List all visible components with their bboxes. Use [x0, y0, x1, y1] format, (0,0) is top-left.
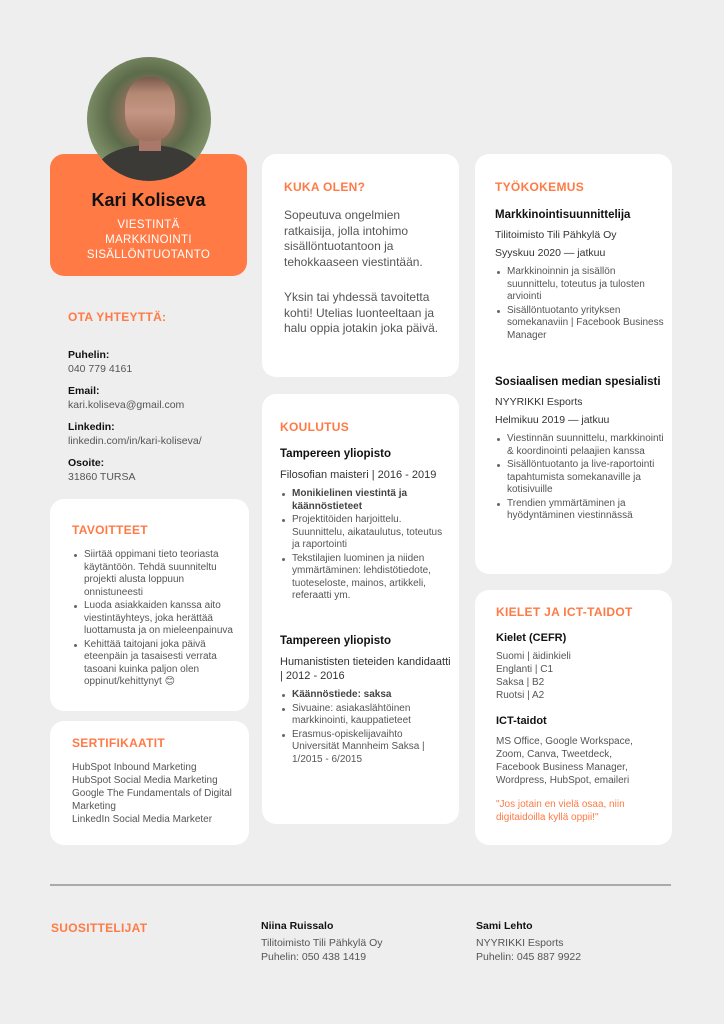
list-item: Englanti | C1 [496, 664, 554, 675]
list-item: Käännöstiede: saksa [280, 689, 452, 702]
education-school: Tampereen yliopisto [280, 635, 391, 647]
list-item: LinkedIn Social Media Marketer [72, 814, 213, 825]
list-item: Trendien ymmärtäminen ja hyödyntäminen viestinnässä [495, 498, 667, 523]
job-bullets [495, 266, 667, 342]
role-1: VIESTINTÄ [117, 219, 180, 231]
job-period: Helmikuu 2019 — jatkuu [495, 413, 610, 426]
certificates-card [50, 721, 249, 845]
list-item: Erasmus-opiskelijavaihto Universität Mannheim Saksa | 1/2015 - 6/2015 [280, 729, 452, 767]
email-value[interactable]: kari.koliseva@gmail.com [68, 399, 185, 411]
job-title: Markkinointisuunnittelija [495, 209, 631, 221]
list-item: Google The Fundamentals of Digital Marketing [72, 788, 232, 812]
list-item: Facebook Business Manager, [496, 762, 628, 773]
education-card [262, 394, 459, 824]
education-school: Tampereen yliopisto [280, 448, 391, 460]
list-item: Luoda asiakkaiden kanssa aito viestintäyhteys, joka herättää luottamusta ja on mieleenpainuva [72, 600, 242, 638]
skills-card [475, 590, 672, 845]
profile-photo [87, 57, 211, 181]
divider [50, 884, 671, 886]
list-item: Wordpress, HubSpot, emaileri [496, 775, 630, 786]
list-item: Tekstilajien luominen ja niiden ymmärtäminen: lehdistötiedote, tuoteseloste, mainos, artikkeli, referaatti ym. [280, 553, 452, 603]
reference-1 [261, 920, 383, 964]
list-item: Saksa | B2 [496, 677, 545, 688]
list-item: Projektitöiden harjoittelu. Suunnittelu, aikataulutus, toteutus ja raportointi [280, 514, 452, 552]
education-entry-1 [280, 448, 452, 604]
education-degree: Humanististen tieteiden kandidaatti | 2012 - 2016 [280, 656, 451, 682]
languages-list [496, 650, 661, 702]
reference-2 [476, 920, 581, 964]
education-title: KOULUTUS [280, 420, 350, 434]
list-item: Sisällöntuotanto yrityksen somekanaviin | Facebook Business Manager [495, 305, 667, 343]
list-item: Sisällöntuotanto ja live-raportointi tapahtumista somekanaville ja kotisivuille [495, 459, 667, 497]
work-card [475, 154, 672, 574]
languages-block [496, 632, 661, 702]
phone-value[interactable]: 040 779 4161 [68, 363, 133, 375]
job-period: Syyskuu 2020 — jatkuu [495, 246, 606, 259]
reference-phone[interactable]: Puhelin: 050 438 1419 [261, 951, 367, 963]
role-2: MARKKINOINTI [105, 234, 192, 246]
list-item: Sivuaine: asiakaslähtöinen markkinointi, kauppatieteet [280, 703, 452, 728]
list-item: Suomi | äidinkieli [496, 651, 571, 662]
reference-company: Tilitoimisto Tili Pähkylä Oy [261, 937, 383, 949]
list-item: MS Office, Google Workspace, [496, 736, 633, 747]
job-entry-2 [495, 376, 667, 524]
list-item: HubSpot Inbound Marketing [72, 762, 197, 773]
ict-title: ICT-taidot [496, 715, 547, 727]
education-entry-2 [280, 635, 452, 767]
education-bullets [280, 488, 452, 603]
phone-label: Puhelin: [68, 349, 110, 361]
work-title: TYÖKOKEMUS [495, 180, 585, 194]
job-company: NYYRIKKI Esports [495, 396, 583, 408]
photo-face [125, 77, 175, 141]
linkedin-value[interactable]: linkedin.com/in/kari-koliseva/ [68, 435, 202, 447]
list-item: HubSpot Social Media Marketing [72, 775, 218, 786]
list-item: Kehittää taitojani joka päivä eteenpäin ja tasaisesti verrata tasoani kuinka paljon olen oppinut/kehittynyt 😊 [72, 639, 242, 689]
about-title: KUKA OLEN? [284, 180, 366, 194]
job-company: Tilitoimisto Tili Pähkylä Oy [495, 229, 617, 241]
reference-name: Niina Ruissalo [261, 920, 334, 932]
linkedin-label: Linkedin: [68, 421, 115, 433]
reference-company: NYYRIKKI Esports [476, 937, 564, 949]
address-label: Osoite: [68, 457, 105, 469]
languages-title: Kielet (CEFR) [496, 632, 567, 644]
reference-name: Sami Lehto [476, 920, 533, 932]
role-3: SISÄLLÖNTUOTANTO [86, 249, 211, 261]
certificates-title: SERTIFIKAATIT [72, 736, 166, 750]
contact-title: OTA YHTEYTTÄ: [68, 310, 167, 324]
about-paragraph-2: Yksin tai yhdessä tavoitetta kohti! Utelias luonteeltaan ja halu oppia jotakin joka päivä. [284, 290, 439, 335]
list-item: Monikielinen viestintä ja käännöstieteet [280, 488, 452, 513]
list-item: Zoom, Canva, Tweetdeck, [496, 749, 612, 760]
roles [50, 218, 247, 263]
education-bullets [280, 689, 452, 766]
list-item: Siirtää oppimani tieto teoriasta käytäntöön. Tehdä suunniteltu projekti alusta loppuun onnistuneesti [72, 549, 242, 599]
ict-block [496, 715, 661, 787]
reference-phone[interactable]: Puhelin: 045 887 9922 [476, 951, 582, 963]
skills-quote: "Jos jotain en vielä osaa, niin digitaidoilla kyllä oppii!" [496, 799, 625, 823]
list-item: Markkinoinnin ja sisällön suunnittelu, toteutus ja tulosten arviointi [495, 266, 667, 304]
goals-card [50, 499, 249, 711]
job-entry-1 [495, 209, 667, 343]
certificates-list [72, 761, 242, 826]
about-card [262, 154, 459, 377]
person-name: Kari Koliseva [91, 190, 206, 210]
contact-section [68, 310, 238, 493]
job-bullets [495, 433, 667, 523]
skills-title: KIELET JA ICT-TAIDOT [496, 605, 633, 619]
job-title: Sosiaalisen median spesialisti [495, 376, 661, 388]
references-title: SUOSITTELIJAT [51, 921, 148, 935]
goals-list [72, 549, 242, 690]
ict-list [496, 735, 661, 787]
list-item: Ruotsi | A2 [496, 690, 545, 701]
address-value: 31860 TURSA [68, 471, 136, 483]
list-item: Viestinnän suunnittelu, markkinointi & koordinointi pelaajien kanssa [495, 433, 667, 458]
about-paragraph-1: Sopeutuva ongelmien ratkaisija, jolla intohimo sisällöntuotantoon ja tehokkaaseen viestintään. [284, 208, 423, 269]
email-label: Email: [68, 385, 100, 397]
goals-title: TAVOITTEET [72, 523, 148, 537]
education-degree: Filosofian maisteri | 2016 - 2019 [280, 469, 437, 481]
